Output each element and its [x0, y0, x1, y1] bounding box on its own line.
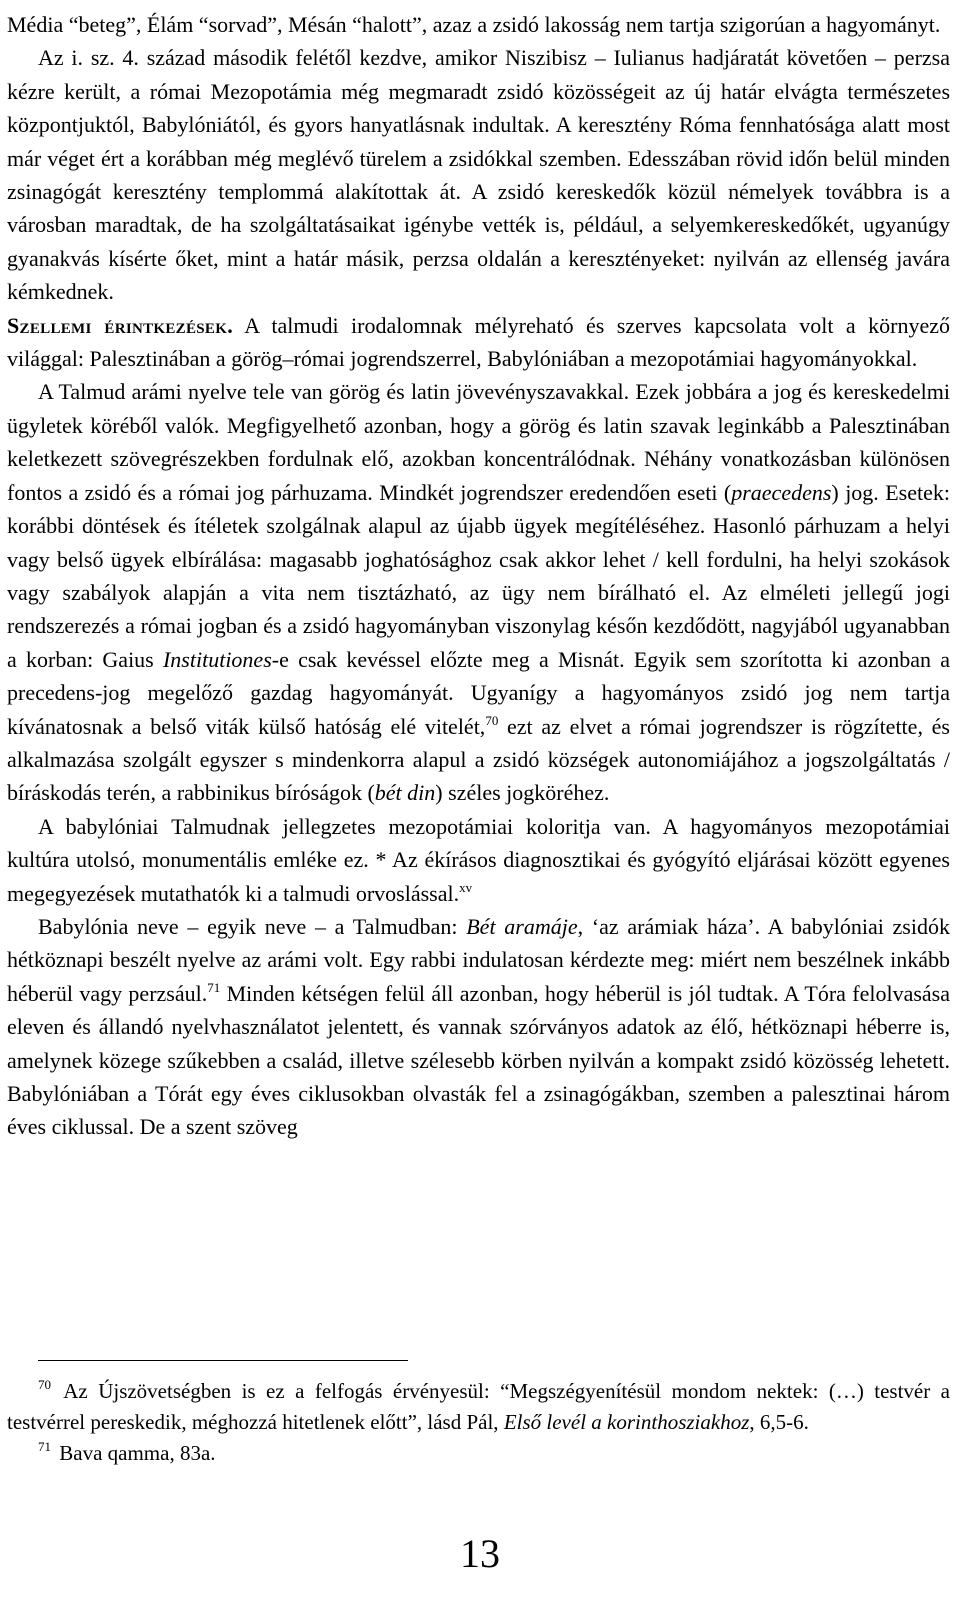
footnote-number: 70: [38, 1377, 51, 1392]
footnote-ref-71[interactable]: 71: [207, 979, 221, 995]
text-run: ) jog. Esetek: korábbi döntések és ítéletek szolgálnak alapul az újabb ügyek megítéléséhez. Hasonló párhuzam a helyi vagy belső ügyek elbírálása: magasabb joghatósághoz csak akkor lehet / kell fordulni, ha helyi szokások vagy szabályok alapján a vita nem tisztázható, az ügy nem bírálható el. Az elméleti jellegű jogi rendszerezés a római jogban és a zsidó hagyományban viszonylag későn kezdődött, nagyjából ugyanabban a korban: Gaius: [7, 479, 950, 672]
italic-term-bet-din: bét din: [374, 780, 436, 806]
paragraph-media: [7, 8, 950, 41]
footnote-separator: [38, 1360, 408, 1361]
footnote-text: , 6,5-6.: [749, 1410, 809, 1434]
paragraph-kolorit: [7, 810, 950, 910]
paragraph-text: Média “beteg”, Élám “sorvad”, Mésán “halott”, azaz a zsidó lakosság nem tartja szigorúan a hagyományt.: [7, 12, 941, 37]
text-run: Babylónia neve – egyik neve – a Talmudban:: [38, 913, 467, 939]
paragraph-text: Az i. sz. 4. század második felétől kezdve, amikor Niszibisz – Iulianus hadjáratát követően – perzsa kézre került, a római Mezopotámia még megmaradt zsidó közösségeit az új határ elvágta természetes központjuktól, Babylóniától, és gyors hanyatlásnak indultak. A keresztény Róma fennhatósága alatt most már véget ért a korábban még meglévő türelem a zsidókkal szemben. Edesszában rövid időn belül minden zsinagógát keresztény templommá alakítottak át. A zsidó kereskedők közül némelyek továbbra is a városban maradtak, de ha szolgáltatásaikat igénybe vették is, például, a selyemkereskedőkét, ugyanúgy gyanakvás kísérte őket, mint a határ másik, perzsa oldalán a keresztényeket: nyilván az ellenség javára kémkednek.: [7, 45, 950, 305]
text-run: , ‘az arámiak háza’. A babylóniai zsidók hétköznapi beszélt nyelve az arámi volt. Egy rabbi indulatosan kérdezte meg: miért nem beszélnek inkább héberül vagy perzsául.: [7, 913, 950, 1006]
body-text: [7, 8, 950, 1144]
italic-term-bet-aramaje: Bét aramáje: [466, 913, 578, 939]
italic-term-praecedens: praecedens: [731, 479, 832, 505]
footnote-71: [7, 1438, 950, 1469]
footnote-70: [7, 1376, 950, 1438]
paragraph-niszibisz: [7, 41, 950, 308]
footnotes: [7, 1376, 950, 1469]
text-run: -e csak kevéssel előzte meg a Misnát. Egyik sem szorította ki azonban a precedens-jog megelőző gazdag hagyományát. Ugyanígy a hagyományos zsidó jog nem tartja kívánatosnak a belső viták külső hatóság elé vitelét,: [7, 646, 951, 739]
text-run: ezt az elvet a római jogrendszer is rögzítette, és alkalmazása szolgált egyszer s mindenkorra alapul a zsidó községek autonomiájához a jogszolgáltatás / bíráskodás terén, a rabbinikus bíróságok (: [7, 713, 950, 806]
text-run: A babylóniai Talmudnak jellegzetes mezopotámiai koloritja van. A hagyományos mezopotámiai kultúra utolsó, monumentális emléke ez. * Az ékírásos diagnosztikai és gyógyító eljárásai között egyenes megegyezések mutathatók ki a talmudi orvoslással.: [7, 813, 950, 906]
footnote-text: Bava qamma, 83a.: [54, 1441, 216, 1465]
paragraph-section-intro: [7, 309, 950, 376]
footnote-ref-70[interactable]: 70: [485, 712, 499, 728]
section-heading: Szellemi érintkezések.: [7, 312, 234, 338]
page-number: 13: [460, 1531, 500, 1576]
text-run: A Talmud arámi nyelve tele van görög és latin jövevényszavakkal. Ezek jobbára a jog és kereskedelmi ügyletek köréből valók. Megfigyelhető azonban, hogy a görög és latin szavak leginkább a Palesztinában keletkezett szövegrészekben fordulnak elő, azokban koncentrálódnak. Néhány vonatkozásban különösen fontos a zsidó és a római jog párhuzama. Mindkét jogrendszer eredendően eseti (: [7, 379, 950, 505]
footnote-text: Az Újszövetségben is ez a felfogás érvényesül: “Megszégyenítésül mondom nektek: (…) testvér a testvérrel pereskedik, méghozzá hitetlenek előtt”, lásd Pál,: [7, 1379, 950, 1434]
footnote-number: 71: [38, 1439, 51, 1454]
text-run: ) széles jogköréhez.: [435, 780, 610, 806]
endnote-ref-xv[interactable]: xv: [459, 879, 473, 895]
paragraph-talmud-language: [7, 375, 950, 809]
section-intro-text: A talmudi irodalomnak mélyreható és szerves kapcsolata volt a környező világgal: Palesztinában a görög–római jogrendszerrel, Babylóniában a mezopotámiai hagyományokkal.: [7, 312, 950, 372]
text-run: Minden kétségen felül áll azonban, hogy héberül is jól tudtak. A Tóra felolvasása eleven és állandó nyelvhasználatot jelentett, és vannak szórványos adatok az élő, hétköznapi héberre is, amelynek közege szűkebben a család, illetve szélesebb körben nyilván a kompakt zsidó közösség lehetett. Babylóniában a Tórát egy éves ciklusokban olvasták fel a zsinagógákban, szemben a palesztinai három éves ciklussal. De a szent szöveg: [7, 980, 950, 1140]
footnote-italic-title: Első levél a korinthosziakhoz: [503, 1410, 750, 1434]
paragraph-babylonia: [7, 910, 950, 1144]
italic-title-institutiones: Institutiones: [162, 646, 272, 672]
